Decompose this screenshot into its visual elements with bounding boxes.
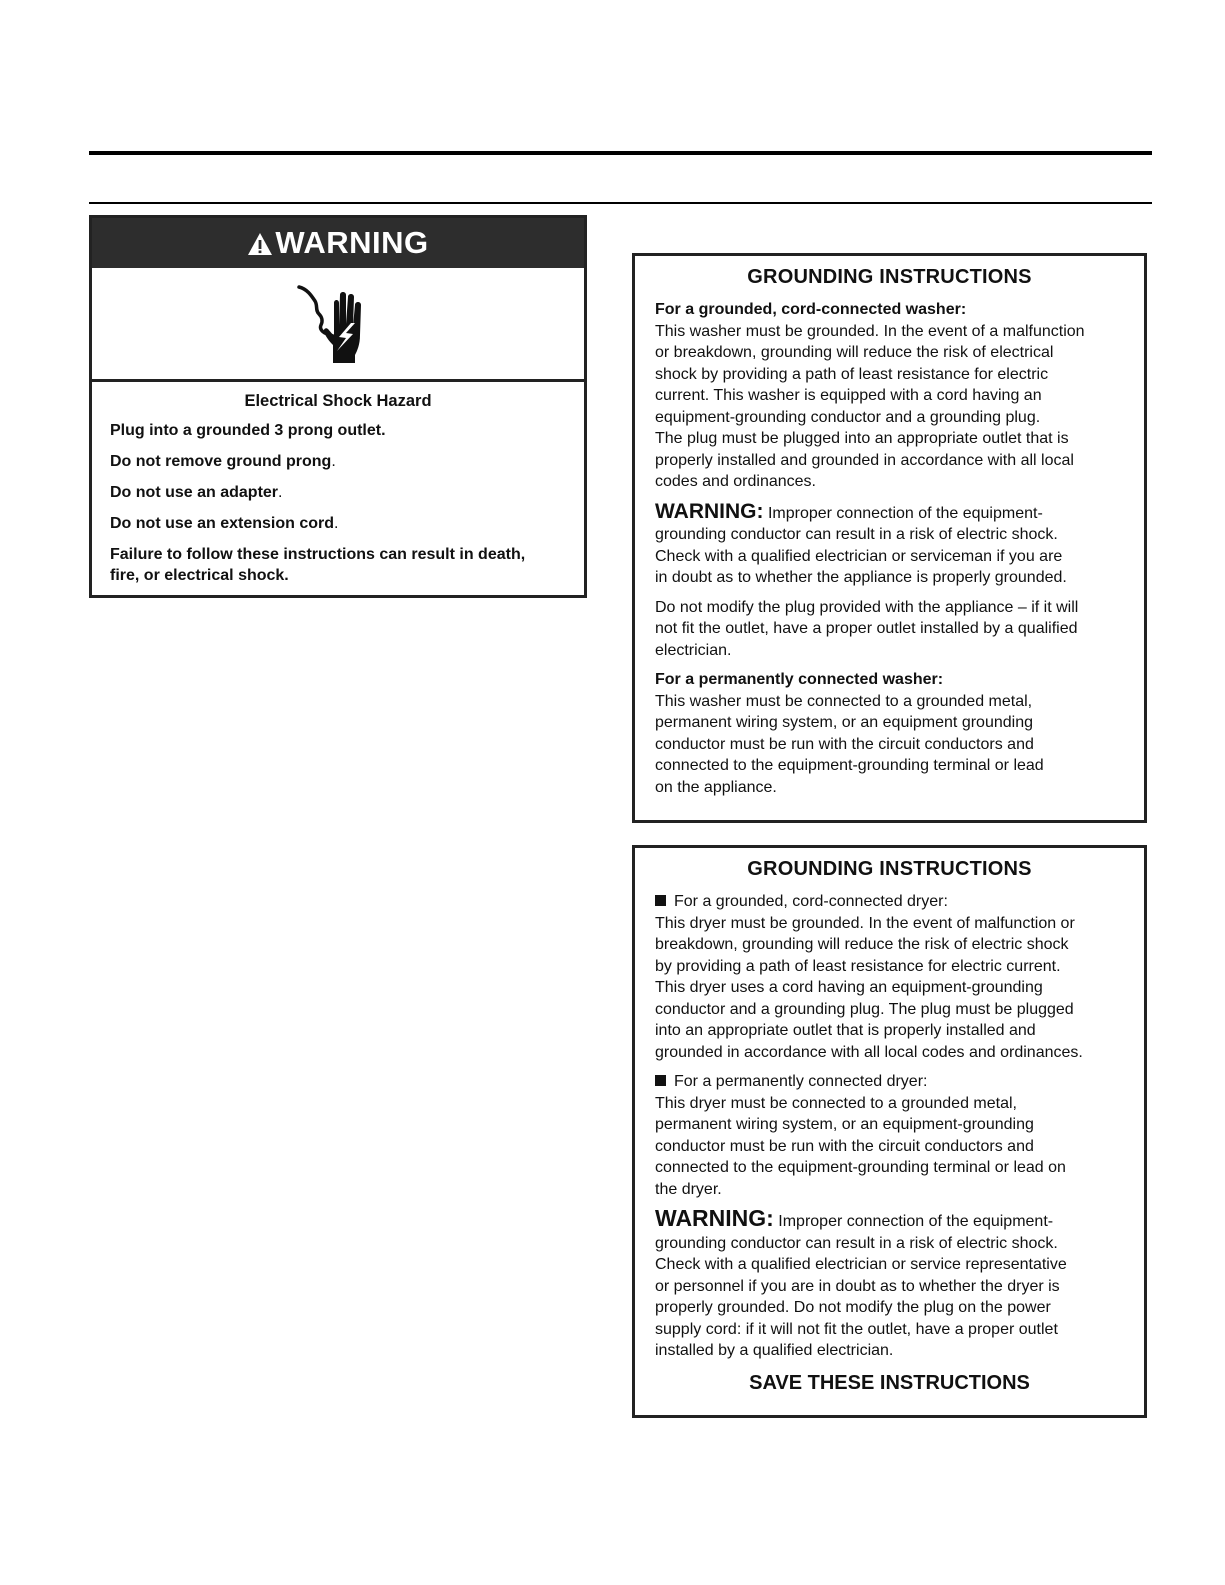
warning-header-label: WARNING — [275, 225, 429, 260]
dryer-warning-label: WARNING: — [655, 1205, 774, 1231]
washer-warning-first-line: Improper connection of the equipment- — [763, 504, 1043, 522]
dryer-cord-heading-row — [655, 891, 1144, 913]
square-bullet-icon — [655, 895, 666, 906]
warning-line-adapter — [110, 482, 566, 503]
dryer-permanent-heading: For a permanently connected dryer: — [674, 1073, 928, 1090]
washer-permanent-heading: For a permanently connected washer: — [655, 671, 944, 688]
warning-header — [92, 218, 584, 268]
warning-line-punct: . — [331, 453, 336, 470]
washer-cord-heading: For a grounded, cord-connected washer: — [655, 301, 967, 318]
warning-line-punct: . — [278, 484, 283, 501]
warning-line-failure — [110, 544, 566, 586]
warning-failure-line-1: Failure to follow these instructions can result in death, — [110, 546, 526, 563]
warning-line-extension-cord — [110, 513, 566, 534]
washer-warning-paragraph — [655, 501, 1144, 525]
washer-cord-text: This washer must be grounded. In the event of a malfunction or breakdown, grounding will reduce the risk of electrical shock by providing a path of least resistance for electric current. This washer is equipped with a cord having an equipment-grounding conductor and a grounding plug. The plug must be plugged into an appropriate outlet that is properly installed and grounded in accordance with all local codes and ordinances. — [655, 322, 1085, 490]
washer-grounding-title: GROUNDING INSTRUCTIONS — [747, 266, 1032, 288]
warning-body — [92, 382, 584, 586]
dryer-cord-heading: For a grounded, cord-connected dryer: — [674, 893, 948, 910]
electrical-shock-warning-box — [89, 215, 587, 598]
warning-line-grounded-outlet — [110, 420, 566, 441]
warning-triangle-icon — [247, 232, 273, 256]
warning-failure-line-2: fire, or electrical shock. — [110, 567, 289, 584]
washer-modify-plug-text: Do not modify the plug provided with the appliance – if it will not fit the outlet, have a proper outlet installed by a qualified electrician. — [655, 598, 1079, 659]
warning-line-punct: . — [334, 515, 339, 532]
warning-line-ground-prong — [110, 451, 566, 472]
warning-line-text: Do not remove ground prong — [110, 453, 332, 470]
dryer-permanent-heading-row — [655, 1071, 1144, 1093]
save-instructions-line: SAVE THESE INSTRUCTIONS — [749, 1371, 1030, 1394]
hazard-title: Electrical Shock Hazard — [244, 392, 432, 410]
square-bullet-icon — [655, 1075, 666, 1086]
electrical-shock-hand-icon — [293, 279, 383, 369]
hazard-icon-area — [92, 268, 584, 382]
dryer-cord-text: This dryer must be grounded. In the event of malfunction or breakdown, grounding will reduce the risk of electric shock by providing a path of least resistance for electric current. This dryer uses a cord having an equipment-grounding conductor and a grounding plug. The plug must be plugged into an appropriate outlet that is properly installed and grounded in accordance with all local codes and ordinances. — [655, 914, 1083, 1061]
dryer-grounding-title: GROUNDING INSTRUCTIONS — [747, 858, 1032, 880]
top-thick-rule — [89, 151, 1152, 155]
dryer-warning-text: grounding conductor can result in a risk of electric shock. Check with a qualified electrician or service representative or personnel if you are in doubt as to whether the dryer is properly grounded. Do not modify the plug on the power supply cord: if it will not fit the outlet, have a proper outlet installed by a qualified electrician. — [655, 1234, 1067, 1359]
warning-line-text: Do not use an adapter — [110, 484, 279, 501]
top-thin-rule — [89, 202, 1152, 204]
washer-permanent-text: This washer must be connected to a grounded metal, permanent wiring system, or an equipment grounding conductor must be run with the circuit conductors and connected to the equipment-grounding terminal or lead on the appliance. — [655, 692, 1044, 796]
dryer-grounding-instructions-box — [632, 845, 1147, 1418]
warning-line-text: Plug into a grounded 3 prong outlet. — [110, 422, 386, 439]
dryer-warning-first-line: Improper connection of the equipment- — [773, 1213, 1054, 1230]
washer-warning-label: WARNING: — [655, 499, 764, 523]
dryer-permanent-text: This dryer must be connected to a grounded metal, permanent wiring system, or an equipment-grounding conductor must be run with the circuit conductors and connected to the equipment-grounding terminal or lead on the dryer. — [655, 1094, 1066, 1198]
dryer-warning-paragraph — [655, 1205, 1144, 1233]
washer-grounding-instructions-box — [632, 253, 1147, 823]
warning-line-text: Do not use an extension cord — [110, 515, 335, 532]
washer-warning-text: grounding conductor can result in a risk of electric shock. Check with a qualified electrician or serviceman if you are in doubt as to whether the appliance is properly grounded. — [655, 526, 1067, 586]
